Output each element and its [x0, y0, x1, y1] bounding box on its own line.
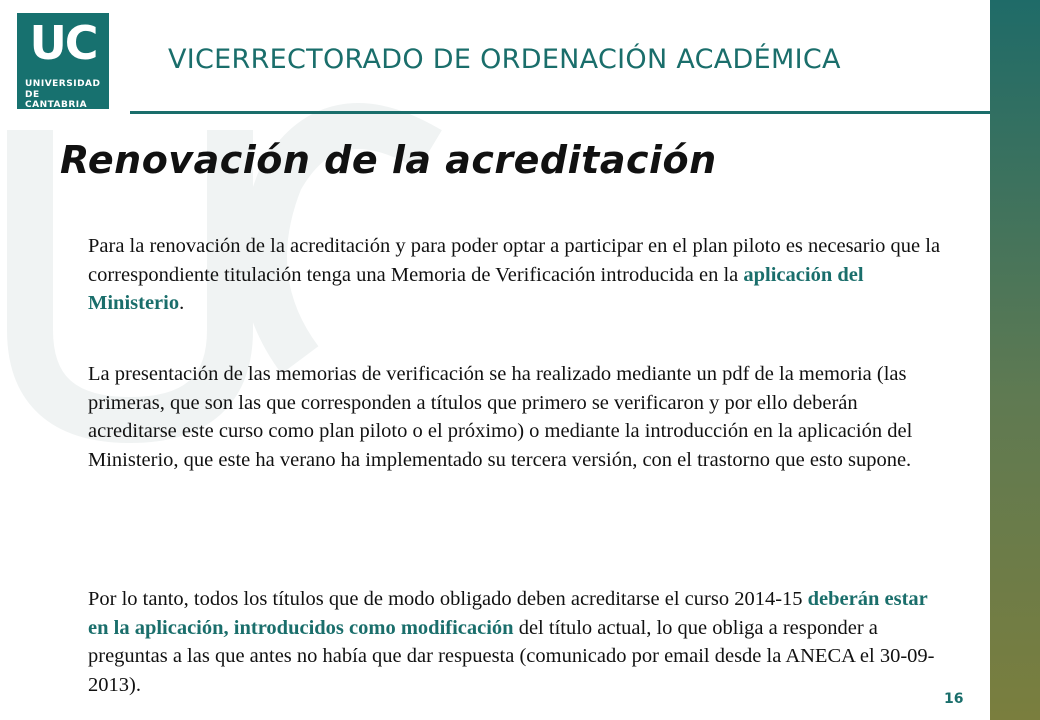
- logo-line-2: DE CANTABRIA: [25, 90, 88, 110]
- paragraph-3: [88, 585, 948, 699]
- logo-line-1: UNIVERSIDAD: [25, 79, 101, 89]
- paragraph-3-emphasis: deberán estar en la aplicación, introducidos como modificación: [88, 588, 928, 639]
- header-title: VICERRECTORADO DE ORDENACIÓN ACADÉMICA: [168, 44, 841, 75]
- paragraph-2: La presentación de las memorias de verificación se ha realizado mediante un pdf de la memoria (las primeras, que son las que corresponden a títulos que primero se verificaron y por ello deberán acreditarse este curso como plan piloto o el próximo) o mediante la introducción en la aplicación del Ministerio, que este ha verano ha implementado su tercera versión, con el trastorno que esto supone.: [88, 363, 913, 471]
- page-number: 16: [944, 691, 964, 707]
- decorative-side-band: [990, 0, 1040, 720]
- paragraph-1-text: Para la renovación de la acreditación y para poder optar a participar en el plan piloto es necesario que la correspondiente titulación tenga una Memoria de Verificación introducida en la: [88, 235, 941, 286]
- logo-uc-letters: UC: [29, 16, 97, 70]
- ministry-application-link[interactable]: aplicación del Ministerio: [88, 263, 864, 314]
- university-logo: [17, 13, 109, 109]
- paragraph-1-end: .: [179, 292, 185, 314]
- paragraph-3-end: del título actual, lo que obliga a responder a preguntas a las que antes no había que dar respuesta (comunicado por email desde la ANECA el 30-09-2013).: [88, 616, 935, 696]
- slide-title: Renovación de la acreditación: [60, 138, 717, 182]
- header-divider: [130, 111, 990, 114]
- paragraph-1: [88, 232, 948, 318]
- paragraph-3-text: Por lo tanto, todos los títulos que de modo obligado deben acreditarse el curso 2014-15: [88, 588, 808, 610]
